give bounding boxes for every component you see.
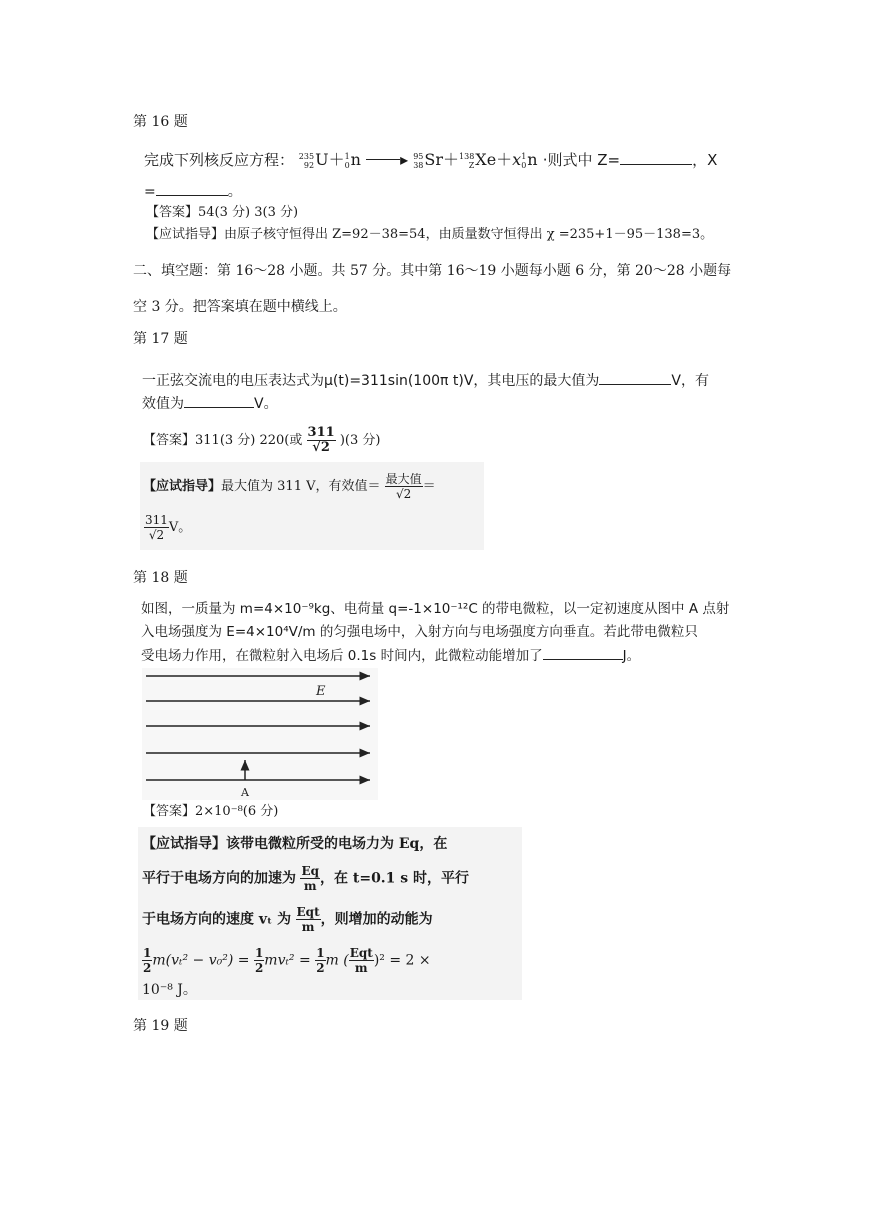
q18-line1: 如图，一质量为 m=4×10⁻⁹kg、电荷量 q=-1×10⁻¹²C 的带电微粒，以一定初速度从图中 A 点射: [141, 601, 730, 617]
q17-line2: 效值为 V。: [142, 393, 278, 414]
x-answer-blank[interactable]: [156, 181, 228, 196]
q19-heading: 第 19 题: [133, 1018, 188, 1034]
q18-guide-line4: $\frac{1}{2}$ m(vₜ² − v₀²) = $\frac{1}{2}$ mvₜ² = $\frac{1}{2}$ m ( $\frac{\text{Eqt}}{m}$ )² = 2 ×: [143, 946, 431, 975]
z-answer-blank[interactable]: [620, 150, 692, 165]
q18-line2: 入电场强度为 E=4×10⁴V/m 的匀强电场中，入射方向与电场强度方向垂直。若此带电微粒只: [141, 624, 698, 640]
q17-guide-line2: $\frac{311}{√2}$ V。: [145, 513, 192, 542]
q16-equation: 235 92 U＋ 1 0 n ▸ 95 38 Sr＋ 138 Z Xe＋x 1 0 n: [298, 150, 538, 170]
q17-line1: 一正弦交流电的电压表达式为μ(t)=311sin(100π t)V，其电压的最大值为 V，有: [142, 370, 709, 391]
q16-question: [144, 150, 717, 170]
q16-tail2: ，X: [692, 151, 718, 169]
q17-answer-fraction: $\frac{311}{√2}$: [307, 425, 335, 455]
u-nuclide-numbers: 235 92: [298, 151, 315, 170]
electric-field-diagram: [142, 668, 378, 800]
q18-heading: 第 18 题: [133, 570, 188, 586]
acceleration-fraction: $\frac{Eq}{m}$: [301, 864, 319, 893]
q16-line2: = 。: [144, 181, 242, 202]
q18-answer: 【答案】2×10⁻⁸(6 分): [143, 804, 279, 819]
q17-heading: 第 17 题: [133, 331, 188, 347]
q18-guide-line2: 平行于电场方向的加速为 $\frac{Eq}{m}$ ，在 t=0.1 s 时，平行: [142, 864, 470, 893]
q16-heading: 第 16 题: [133, 114, 188, 130]
q17-answer: 【答案】311(3 分) 220(或 $\frac{311}{√2}$ )(3 分): [143, 425, 381, 455]
section-instructions-line2: 空 3 分。把答案填在题中横线上。: [133, 299, 347, 315]
kinetic-energy-blank[interactable]: [543, 645, 623, 660]
q18-guide-line3: 于电场方向的速度 vₜ 为 $\frac{\text{Eqt}}{m}$ ，则增加的动能为: [142, 905, 433, 934]
max-voltage-blank[interactable]: [599, 370, 671, 385]
q16-lead: 完成下列核反应方程：: [144, 151, 295, 169]
q17-guide-fraction: $\frac{\text{最大值}}{√2}$: [385, 472, 422, 501]
effective-voltage-blank[interactable]: [184, 393, 254, 408]
q18-line3: 受电场力作用，在微粒射入电场后 0.1s 时间内，此微粒动能增加了 J。: [141, 645, 640, 666]
q16-answer: 【答案】54(3 分) 3(3 分): [146, 205, 299, 220]
q18-guide-line5: 10⁻⁸ J。: [142, 982, 197, 998]
q16-tail: ·则式中 Z=: [542, 151, 621, 169]
section-instructions-line1: 二、填空题：第 16～28 小题。共 57 分。其中第 16～19 小题每小题 6 分，第 20～28 小题每: [133, 263, 732, 279]
q17-guide-fraction2: $\frac{311}{√2}$: [145, 513, 168, 542]
point-label-A: A: [241, 786, 249, 799]
velocity-fraction: $\frac{\text{Eqt}}{m}$: [296, 905, 320, 934]
field-label-E: E: [316, 684, 326, 699]
q16-guide: 【应试指导】由原子核守恒得出 Z=92－38=54，由质量数守恒得出 χ =235+1－95－138=3。: [146, 227, 714, 242]
q17-guide: 【应试指导】最大值为 311 V，有效值＝ $\frac{\text{最大值}}{√2}$ ＝: [143, 472, 436, 501]
q18-guide-line1: 【应试指导】该带电微粒所受的电场力为 Eq，在: [142, 836, 448, 852]
